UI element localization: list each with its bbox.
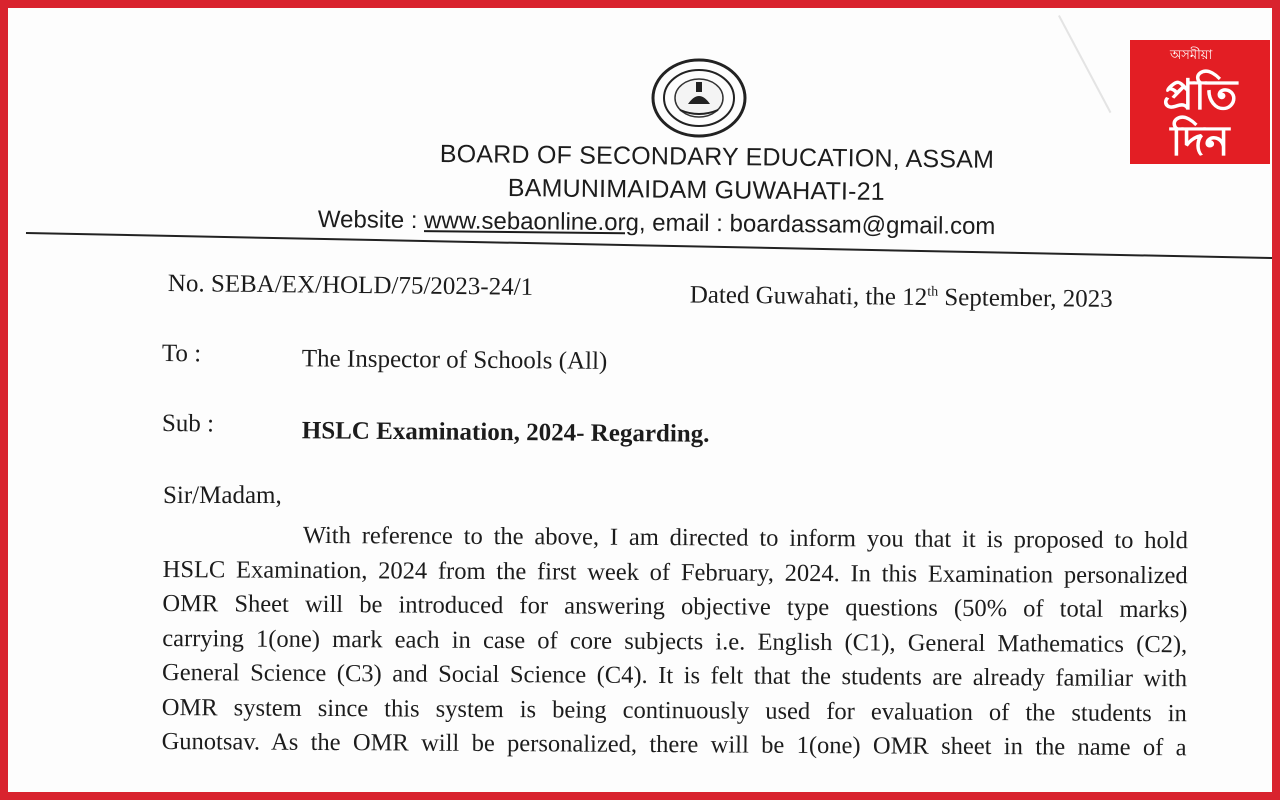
pratidin-logo — [1130, 40, 1270, 164]
body-line: With reference to the above, I am directed to inform you that it is proposed to hold — [302, 521, 1188, 555]
corner-fold-line — [1058, 15, 1111, 113]
logo-bot-text: দিন — [1170, 116, 1230, 164]
board-seal-logo — [650, 58, 748, 138]
salutation: Sir/Madam, — [163, 482, 282, 509]
reference-number: No. SEBA/EX/HOLD/75/2023-24/1 — [167, 270, 534, 301]
website-link[interactable]: www.sebaonline.org — [423, 207, 640, 237]
subject-row — [161, 410, 710, 448]
website-label: Website : — [317, 206, 425, 235]
email-label: , email : — [638, 209, 730, 238]
sub-label: Sub : — [161, 410, 215, 438]
body-line: OMR system since this system is being continuously used for evaluation of the students in — [161, 693, 1187, 727]
body-line: carrying 1(one) mark each in case of core subjects i.e. English (C1), General Mathematics (C2), — [162, 624, 1188, 658]
email-link[interactable]: boardassam@gmail.com — [729, 210, 996, 241]
board-name: BOARD OF SECONDARY EDUCATION, ASSAM — [439, 140, 995, 174]
logo-top-text: অসমীয়া — [1170, 48, 1213, 63]
body-line: General Science (C3) and Social Science (C4). It is felt that the students are already familiar with — [161, 658, 1188, 693]
reference-row — [167, 270, 1128, 313]
letter-date — [690, 281, 1113, 313]
addressee-row — [161, 340, 608, 375]
date-prefix: Dated Guwahati, the 12 — [689, 281, 928, 311]
body-line: HSLC Examination, 2024 from the first week of February, 2024. In this Examination personalized — [162, 555, 1188, 589]
body-line: Gunotsav. As the OMR will be personalized, there will be 1(one) OMR sheet in the name of a — [161, 727, 1187, 762]
body-line: OMR Sheet will be introduced for answering objective type questions (50% of total marks) — [162, 589, 1188, 624]
contact-line — [318, 206, 996, 241]
date-suffix: September, 2023 — [937, 284, 1113, 313]
addressee: The Inspector of Schools (All) — [301, 345, 608, 375]
logo-mid-text: প্রতি — [1162, 70, 1238, 119]
subject: HSLC Examination, 2024- Regarding. — [301, 417, 710, 448]
letter-body — [162, 518, 1188, 766]
to-label: To : — [161, 340, 202, 368]
date-superscript: th — [927, 284, 939, 300]
board-address: BAMUNIMAIDAM GUWAHATI-21 — [507, 174, 886, 206]
